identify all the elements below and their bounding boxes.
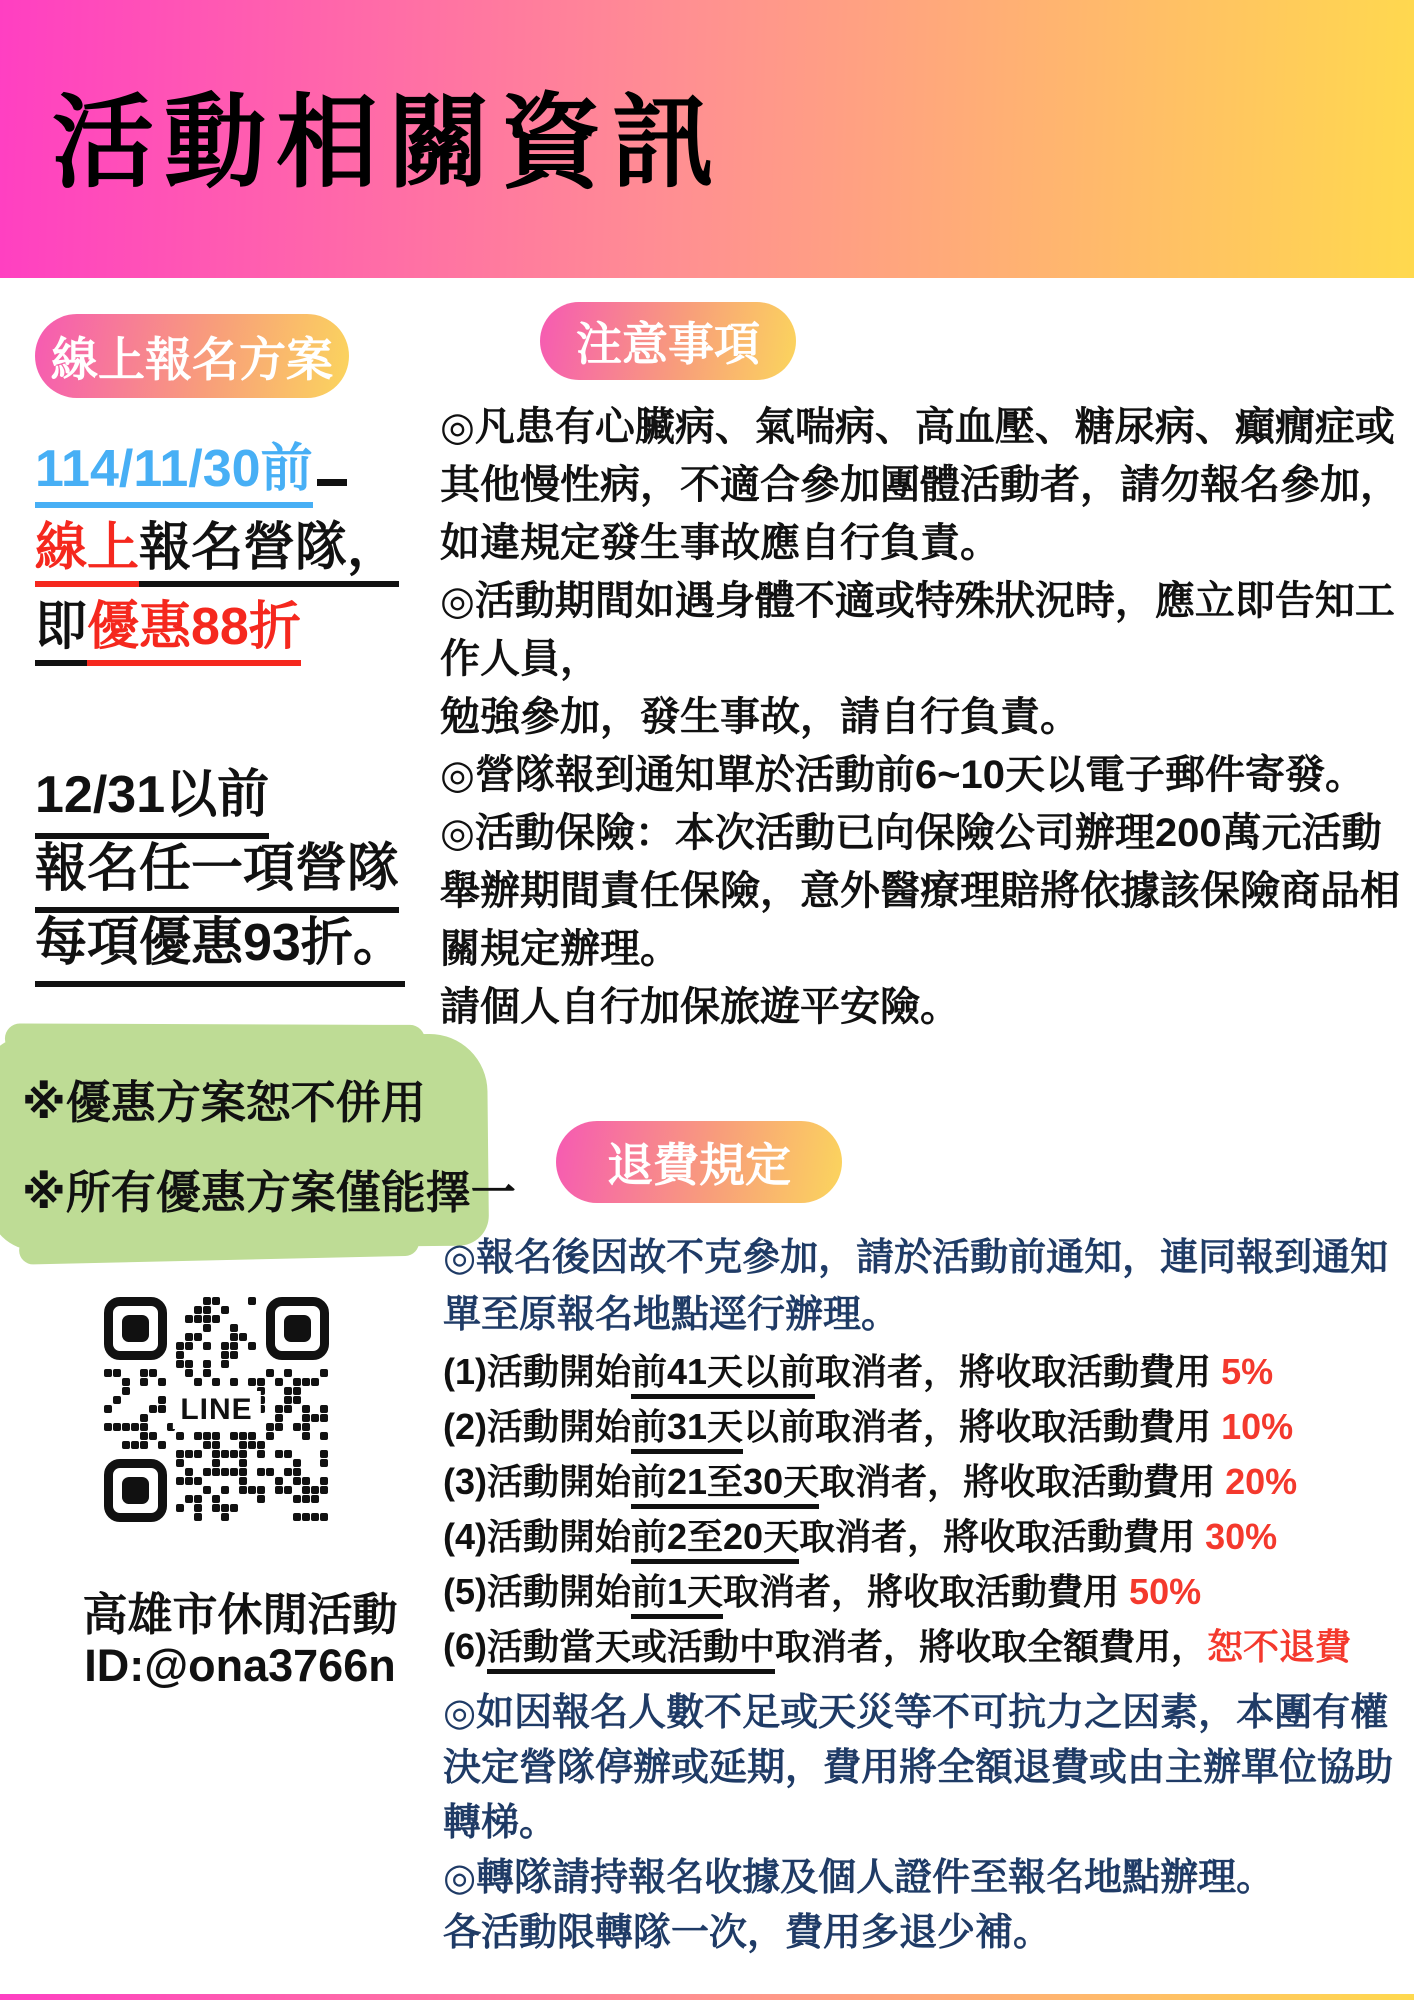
text-line: 如違規定發生事故應自行負責。 [440,521,1000,565]
text-line: 其他慢性病，不適合參加團體活動者，請勿報名參加， [440,463,1400,507]
organization-name: 高雄市休閒活動 [82,1589,398,1640]
qr-finder-bottom-left [104,1459,167,1522]
text-line: 單至原報名地點逕行辦理。 [443,1294,900,1336]
online-offer-line-1 [35,505,399,580]
underline-dash [317,479,347,486]
notice-body [440,398,1405,1036]
text-line: ◎報名後因故不克參加，請於活動前通知，連同報到通知 [443,1237,1389,1279]
text-line: ◎凡患有心臟病、氣喘病、高血壓、糖尿病、癲癇症或 [440,405,1395,449]
text-line: ◎營隊報到通知單於活動前6~10天以電子郵件寄發。 [440,753,1365,797]
refund-rule: (1)活動開始前41天以前取消者，將收取活動費用 5% [443,1344,1351,1399]
text-line: 各活動限轉隊一次，費用多退少補。 [443,1912,1052,1954]
text-line: 勉強參加，發生事故，請自行負責。 [440,695,1080,739]
text-line: ◎如因報名人數不足或天災等不可抗力之因素，本團有權 [443,1692,1389,1734]
refund-rule: (3)活動開始前21至30天取消者，將收取活動費用 20% [443,1454,1351,1509]
refund-rule: (5)活動開始前1天取消者，將收取活動費用 50% [443,1564,1351,1619]
refund-rule: (2)活動開始前31天以前取消者，將收取活動費用 10% [443,1399,1351,1454]
refund-notes [443,1686,1393,1961]
page-title: 活動相關資訊 [52,86,724,200]
early-bird-line-2: 報名任一項營隊 [35,826,399,913]
promo-note-1: ※優惠方案恕不併用 [22,1077,426,1128]
refund-badge: 退費規定 [556,1121,842,1203]
text-line: ◎轉隊請持報名收據及個人證件至報名地點辦理。 [443,1857,1275,1899]
qr-finder-top-right [266,1297,329,1360]
refund-rules-list [443,1344,1351,1674]
promo-note-2: ※所有優惠方案僅能擇一 [22,1167,516,1218]
online-offer-line-2 [35,584,301,659]
online-deadline-line [35,426,347,501]
line-qr-code [95,1288,338,1531]
notice-badge: 注意事項 [540,302,796,380]
refund-rule: (6)活動當天或活動中取消者，將收取全額費用，恕不退費 [443,1619,1351,1674]
online-deadline-text: 114/11/30前 [35,440,313,508]
early-bird-line-3: 每項優惠93折。 [35,900,405,987]
text-line: 舉辦期間責任保險，意外醫療理賠將依據該保險商品相 [440,869,1400,913]
online-offer-red: 線上 [35,519,139,587]
line-id: ID:@ona3766n [84,1640,396,1691]
refund-rule: (4)活動開始前2至20天取消者，將收取活動費用 30% [443,1509,1351,1564]
text-line: ◎活動保險：本次活動已向保險公司辦理200萬元活動 [440,811,1382,855]
header-banner [0,0,1414,278]
text-line: ◎活動期間如遇身體不適或特殊狀況時，應立即告知工 [440,579,1395,623]
bottom-gradient-strip [0,1994,1414,2000]
offer2-black: 即 [35,598,87,666]
qr-finder-top-left [104,1297,167,1360]
line-logo-label: LINE [172,1391,260,1429]
refund-intro [443,1230,1388,1344]
early-bird-line-1: 12/31以前 [35,752,269,839]
online-offer-black: 報名營隊， [139,519,399,587]
text-line: 關規定辦理。 [440,927,680,971]
text-line: 作人員， [440,637,600,681]
text-line: 轉梯。 [443,1802,558,1844]
text-line: 決定營隊停辦或延期，費用將全額退費或由主辦單位協助 [443,1747,1394,1789]
text-line: 請個人自行加保旅遊平安險。 [440,985,960,1029]
online-plan-badge: 線上報名方案 [35,314,349,398]
offer2-red: 優惠88折 [87,598,301,666]
